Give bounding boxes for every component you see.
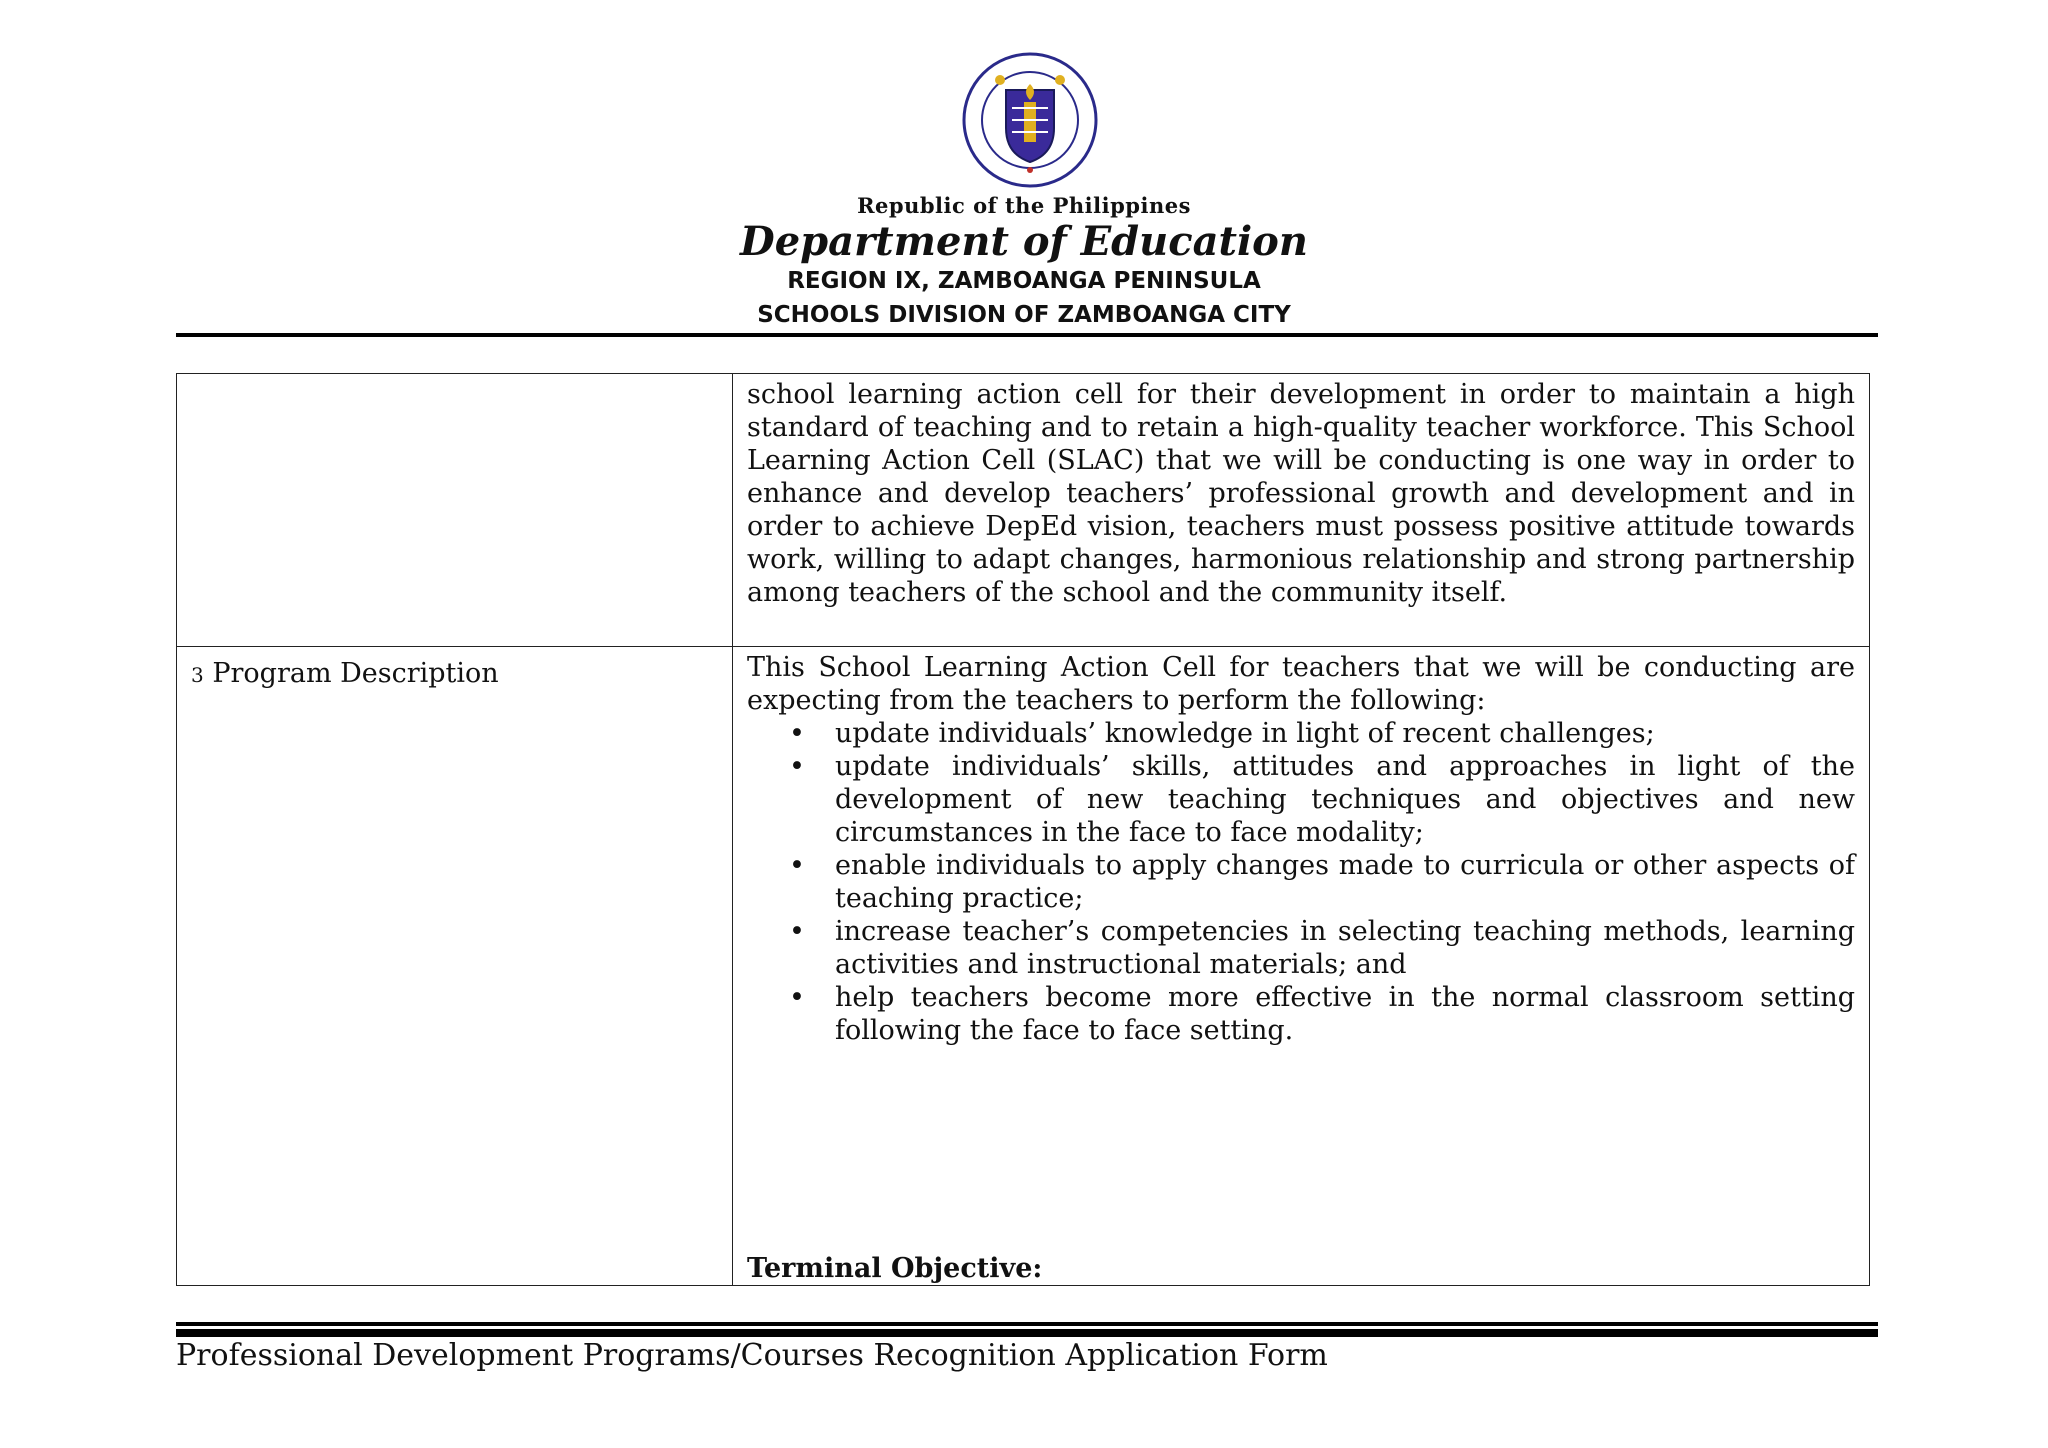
list-item [747, 717, 1855, 750]
program-description-intro: This School Learning Action Cell for teachers that we will be conducting are expecting from the teachers to perform the following: [747, 652, 1855, 716]
program-description-cell [733, 647, 1870, 1286]
table-row [177, 374, 1870, 647]
footer-form-title: Professional Development Programs/Courses Recognition Application Form [176, 1338, 1328, 1373]
deped-seal-logo [960, 50, 1100, 190]
list-item [747, 981, 1855, 1047]
list-item-text: enable individuals to apply changes made to curricula or other aspects of teaching practice; [835, 850, 1855, 914]
application-form-table [176, 373, 1870, 1286]
division-heading: SCHOOLS DIVISION OF ZAMBOANGA CITY [757, 302, 1291, 328]
bullet-icon: • [789, 718, 805, 749]
terminal-objective-label: Terminal Objective: [747, 1253, 1043, 1284]
list-item [747, 915, 1855, 981]
header-divider [176, 333, 1878, 337]
row-label: Program Description [212, 658, 499, 689]
bullet-icon: • [789, 751, 805, 782]
bullet-icon: • [789, 916, 805, 947]
bullet-icon: • [789, 850, 805, 881]
row-label-cell [177, 374, 733, 647]
table-row [177, 647, 1870, 1286]
list-item-text: update individuals’ skills, attitudes and approaches in light of the development of new teaching techniques and objectives and new circumstances in the face to face modality; [835, 751, 1855, 848]
list-item-text: increase teacher’s competencies in selecting teaching methods, learning activities and instructional materials; and [835, 916, 1855, 980]
region-heading: REGION IX, ZAMBOANGA PENINSULA [787, 268, 1261, 294]
list-item-text: help teachers become more effective in the normal classroom setting following the face to face setting. [835, 982, 1855, 1046]
list-item [747, 849, 1855, 915]
row-number: 3 [191, 663, 204, 687]
expectations-list [747, 717, 1855, 1047]
department-heading: Department of Education [740, 218, 1308, 265]
bullet-icon: • [789, 982, 805, 1013]
rationale-paragraph: school learning action cell for their development in order to maintain a high standard of teaching and to retain a high-quality teacher workforce. This School Learning Action Cell (SLAC) that we will be conducting is one way in order to enhance and develop teachers’ professional growth and development and in order to achieve DepEd vision, teachers must possess positive attitude towards work, willing to adapt changes, harmonious relationship and strong partnership among teachers of the school and the community itself. [747, 379, 1855, 608]
program-description-label-cell [177, 647, 733, 1286]
footer-divider-thin [176, 1322, 1878, 1326]
republic-heading: Republic of the Philippines [857, 193, 1191, 218]
list-item [747, 750, 1855, 849]
rationale-text-cell [733, 374, 1870, 647]
list-item-text: update individuals’ knowledge in light of recent challenges; [835, 718, 1655, 749]
